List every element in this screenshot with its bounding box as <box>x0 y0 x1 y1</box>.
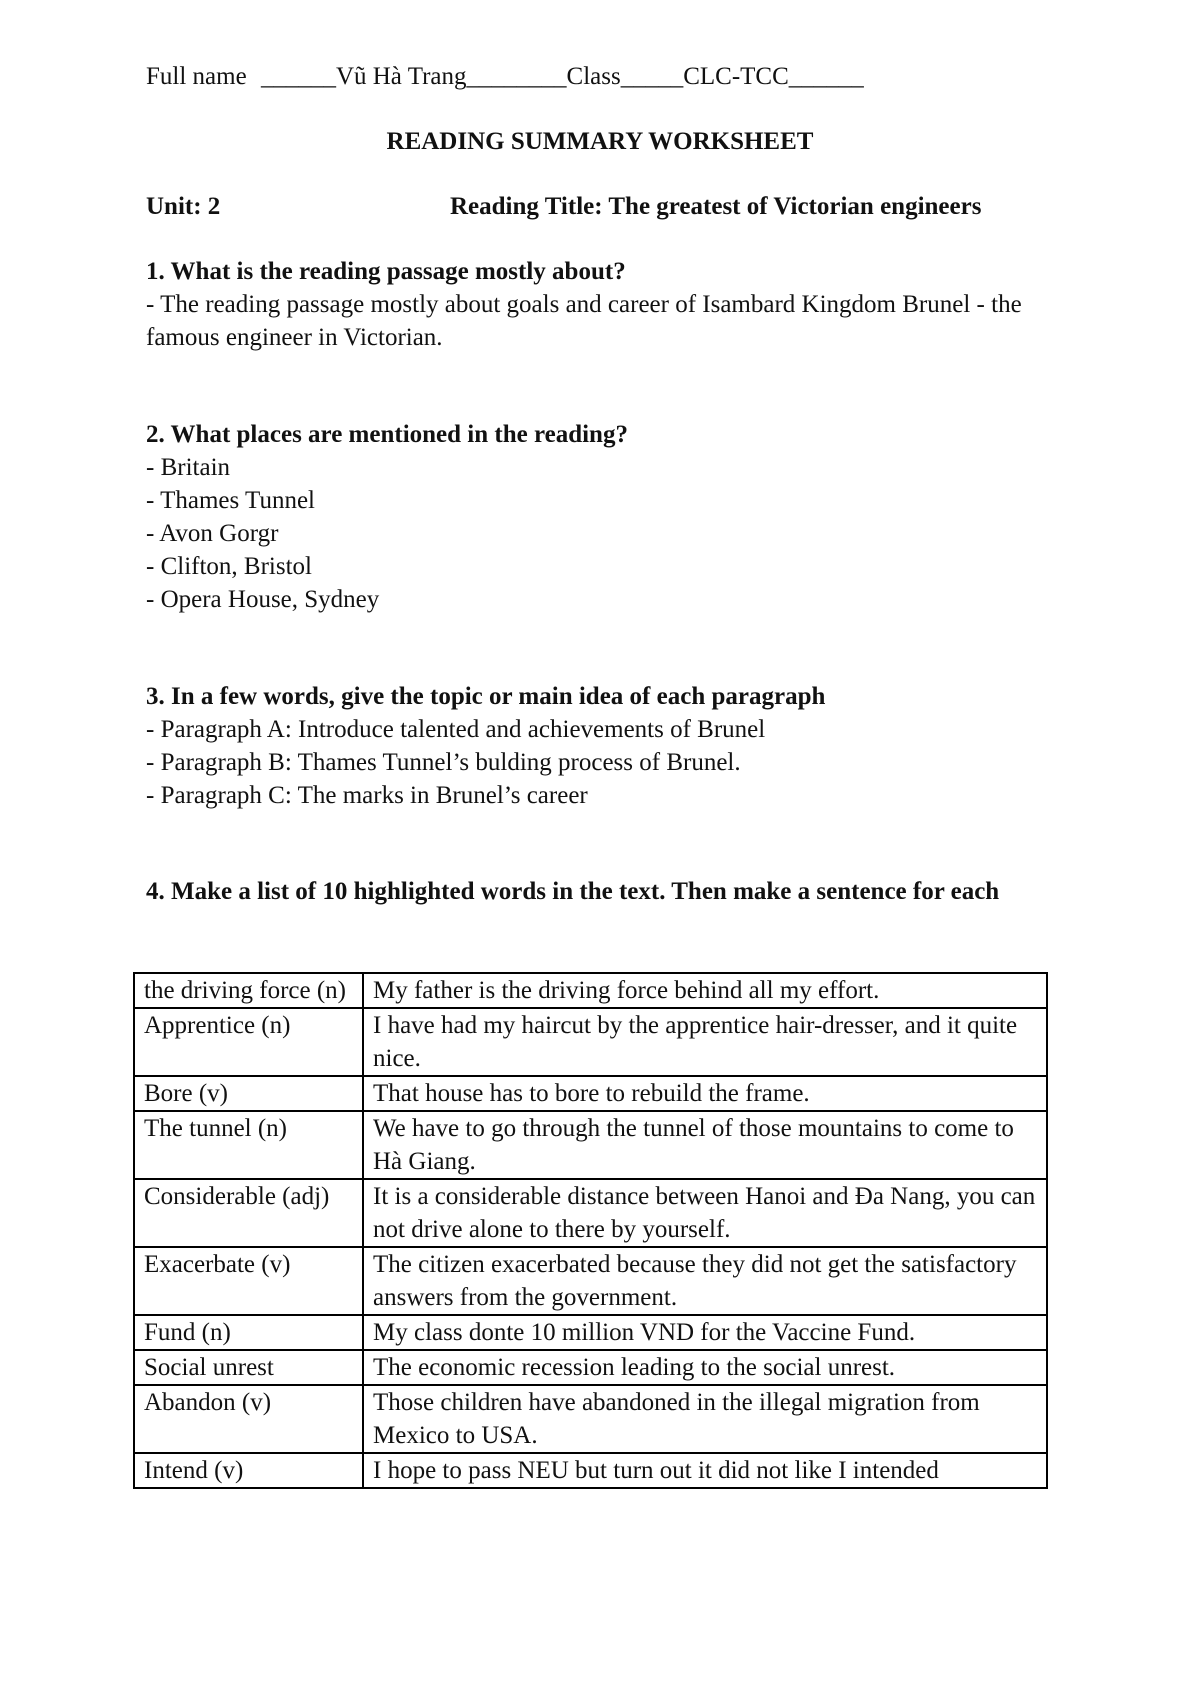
place-item: - Opera House, Sydney <box>146 586 380 613</box>
vocab-word: Social unrest <box>134 1350 363 1385</box>
place-item: - Avon Gorgr <box>146 520 279 547</box>
table-row <box>134 1111 1047 1179</box>
full-name-value: Vũ Hà Trang <box>335 63 467 90</box>
table-row <box>134 1076 1047 1111</box>
reading-title: Reading Title: The greatest of Victorian engineers <box>450 193 982 220</box>
unit-label: Unit: 2 <box>146 193 221 220</box>
vocab-word: The tunnel (n) <box>134 1111 363 1179</box>
vocab-word: Apprentice (n) <box>134 1008 363 1076</box>
vocab-sentence: Those children have abandoned in the illegal migration from Mexico to USA. <box>363 1385 1047 1453</box>
vocab-sentence: My class donte 10 million VND for the Vaccine Fund. <box>363 1315 1047 1350</box>
vocab-word: Fund (n) <box>134 1315 363 1350</box>
full-name-label: Full name <box>146 63 247 90</box>
vocab-word: Exacerbate (v) <box>134 1247 363 1315</box>
vocab-sentence: That house has to bore to rebuild the frame. <box>363 1076 1047 1111</box>
table-row <box>134 1385 1047 1453</box>
vocab-sentence: It is a considerable distance between Hanoi and Đa Nang, you can not drive alone to there by yourself. <box>363 1179 1047 1247</box>
table-row <box>134 1453 1047 1488</box>
blank: ________ <box>466 63 567 90</box>
place-item: - Britain <box>146 454 231 481</box>
vocab-sentence: The economic recession leading to the social unrest. <box>363 1350 1047 1385</box>
blank: ______ <box>788 63 864 90</box>
table-row <box>134 1350 1047 1385</box>
vocab-sentence: I have had my haircut by the apprentice hair-dresser, and it quite nice. <box>363 1008 1047 1076</box>
vocab-sentence: I hope to pass NEU but turn out it did not like I intended <box>363 1453 1047 1488</box>
vocab-sentence: We have to go through the tunnel of those mountains to come to Hà Giang. <box>363 1111 1047 1179</box>
header-line <box>146 60 864 93</box>
table-row <box>134 1247 1047 1315</box>
paragraph-topic: - Paragraph C: The marks in Brunel’s career <box>146 782 588 809</box>
question-2: 2. What places are mentioned in the reading? <box>146 421 628 448</box>
place-item: - Clifton, Bristol <box>146 553 312 580</box>
question-2-block <box>146 418 1060 616</box>
vocab-word: Bore (v) <box>134 1076 363 1111</box>
vocab-word: the driving force (n) <box>134 973 363 1008</box>
page-title: READING SUMMARY WORKSHEET <box>386 128 814 155</box>
paragraph-topic: - Paragraph A: Introduce talented and achievements of Brunel <box>146 716 766 743</box>
question-3-block <box>146 680 1060 812</box>
question-1: 1. What is the reading passage mostly about? <box>146 258 626 285</box>
place-item: - Thames Tunnel <box>146 487 315 514</box>
answer-1: - The reading passage mostly about goals and career of Isambard Kingdom Brunel - the famous engineer in Victorian. <box>146 291 1022 351</box>
table-row <box>134 1008 1047 1076</box>
table-row <box>134 1315 1047 1350</box>
table-row <box>134 973 1047 1008</box>
blank: ______ <box>260 63 336 90</box>
vocab-sentence: My father is the driving force behind all my effort. <box>363 973 1047 1008</box>
question-4: 4. Make a list of 10 highlighted words in the text. Then make a sentence for each <box>146 878 1000 905</box>
vocab-word: Abandon (v) <box>134 1385 363 1453</box>
vocab-word: Intend (v) <box>134 1453 363 1488</box>
class-label: Class <box>566 63 621 90</box>
question-3: 3. In a few words, give the topic or main idea of each paragraph <box>146 683 826 710</box>
table-row <box>134 1179 1047 1247</box>
vocab-word: Considerable (adj) <box>134 1179 363 1247</box>
class-value: CLC-TCC <box>683 63 789 90</box>
vocab-table <box>133 972 1048 1489</box>
paragraph-topic: - Paragraph B: Thames Tunnel’s bulding process of Brunel. <box>146 749 741 776</box>
vocab-sentence: The citizen exacerbated because they did not get the satisfactory answers from the government. <box>363 1247 1047 1315</box>
blank: _____ <box>620 63 684 90</box>
